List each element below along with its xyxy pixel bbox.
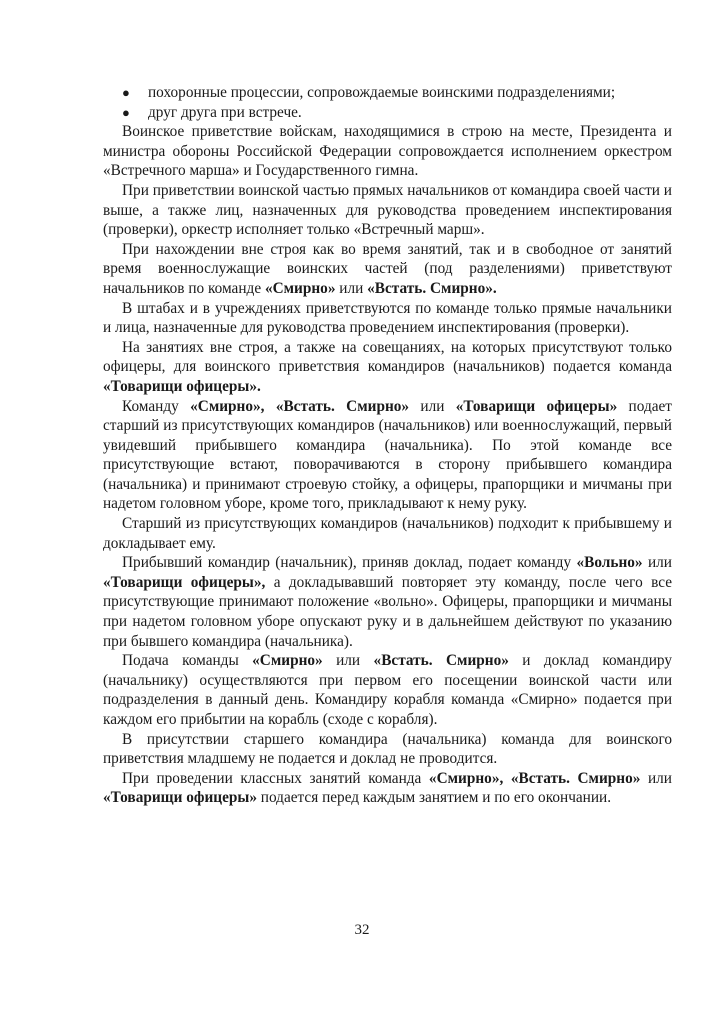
bullet-item <box>103 83 672 103</box>
bold-command-text: «Товарищи офицеры» <box>455 397 618 415</box>
paragraph-text: или <box>409 397 456 415</box>
paragraph-text: На занятиях вне строя, а также на совещаниях, на которых присутствуют только офицеры, для воинского приветствия командиров (начальников) подается команда <box>103 338 672 376</box>
bold-command-text: «Встать. Смирно». <box>367 279 497 297</box>
bold-command-text: «Смирно» <box>252 652 323 670</box>
bullet-item <box>103 103 672 123</box>
paragraph <box>103 651 672 729</box>
bullet-icon: ● <box>122 85 130 100</box>
paragraph <box>103 769 672 808</box>
paragraph-text: Прибывший командир (начальник), приняв доклад, подает команду <box>122 554 577 572</box>
paragraph-text: При проведении классных занятий команда <box>122 769 429 787</box>
paragraph-text: а докладывавший повторяет эту команду, после чего все присутствующие принимают положение «вольно». Офицеры, прапорщики и мичманы при надетом головном уборе опускают руку и в дальнейшем действуют по указанию при бывшего командира (начальника). <box>103 573 672 650</box>
paragraph-text: подает старший из присутствующих командиров (начальников) или военнослужащий, первый увидевший прибывшего командира (начальника). По этой команде все присутствующие встают, поворачиваются в сторону прибывшего командира (начальника) и принимают строевую стойку, а офицеры, прапорщики и мичманы при надетом головном уборе, кроме того, прикладывают к нему руку. <box>103 397 672 513</box>
paragraph-text: или <box>642 554 672 572</box>
bold-command-text: «Встать. Смирно» <box>373 652 509 670</box>
paragraph <box>103 181 672 240</box>
paragraph-text: Старший из присутствующих командиров (начальников) подходит к прибывшему и докладывает ему. <box>103 515 672 552</box>
paragraph-text: Воинское приветствие войскам, находящимися в строю на месте, Президента и министра обороны Российской Федерации сопровождается исполнением оркестром «Встречного марша» и Государственного гимна. <box>103 123 672 180</box>
bold-command-text: «Смирно», «Встать. Смирно» <box>428 769 641 787</box>
paragraph-text: и доклад командиру (начальнику) осуществляются при первом его посещении воинской части или подразделения в данный день. Командиру корабля команда «Смирно» подается при каждом его прибытии на корабль (сходе с корабля). <box>103 652 673 728</box>
paragraph <box>103 397 672 515</box>
paragraph-text: При приветствии воинской частью прямых начальников от командира своей части и выше, а также лиц, назначенных для руководства проведением инспектирования (проверки), оркестр исполняет только «Встречный марш». <box>103 181 672 239</box>
paragraph-text: Команду <box>122 397 191 415</box>
paragraph-text: или <box>640 769 672 787</box>
bullet-list <box>103 83 672 122</box>
bold-command-text: «Товарищи офицеры» <box>103 789 257 807</box>
paragraph <box>103 299 672 338</box>
paragraph-text: подается перед каждым занятием и по его окончании. <box>256 789 612 807</box>
paragraph <box>103 553 672 651</box>
body-text <box>103 122 672 808</box>
bold-command-text: «Смирно» <box>264 279 336 297</box>
paragraph-text: В штабах и в учреждениях приветствуются по команде только прямые начальники и лица, назначенные для руководства проведением инспектирования (проверки). <box>103 299 672 337</box>
bold-command-text: «Товарищи офицеры», <box>103 573 266 591</box>
paragraph <box>103 122 672 181</box>
page-number: 32 <box>354 922 370 938</box>
paragraph-text: При нахождении вне строя как во время занятий, так и в свободное от занятий время военнослужащие воинских частей (под разделениями) приветствуют начальников по команде <box>103 240 672 297</box>
paragraph-text: или <box>335 279 368 297</box>
bullet-icon: ● <box>122 104 130 120</box>
bold-command-text: «Вольно» <box>576 554 643 572</box>
paragraph <box>103 240 672 299</box>
bold-command-text: «Смирно», «Встать. Смирно» <box>190 397 410 415</box>
document-page <box>103 83 672 808</box>
bullet-text: похоронные процессии, сопровождаемые воинскими подразделениями; <box>148 84 616 101</box>
paragraph <box>103 338 672 397</box>
paragraph-text: или <box>322 652 374 670</box>
paragraph <box>103 514 672 553</box>
paragraph-text: В присутствии старшего командира (начальника) команда для воинского приветствия младшему не подается и доклад не проводится. <box>103 730 672 768</box>
paragraph <box>103 730 672 769</box>
paragraph-text: Подача команды <box>122 652 253 670</box>
bullet-text: друг друга при встрече. <box>148 103 302 121</box>
bold-command-text: «Товарищи офицеры». <box>103 377 261 395</box>
